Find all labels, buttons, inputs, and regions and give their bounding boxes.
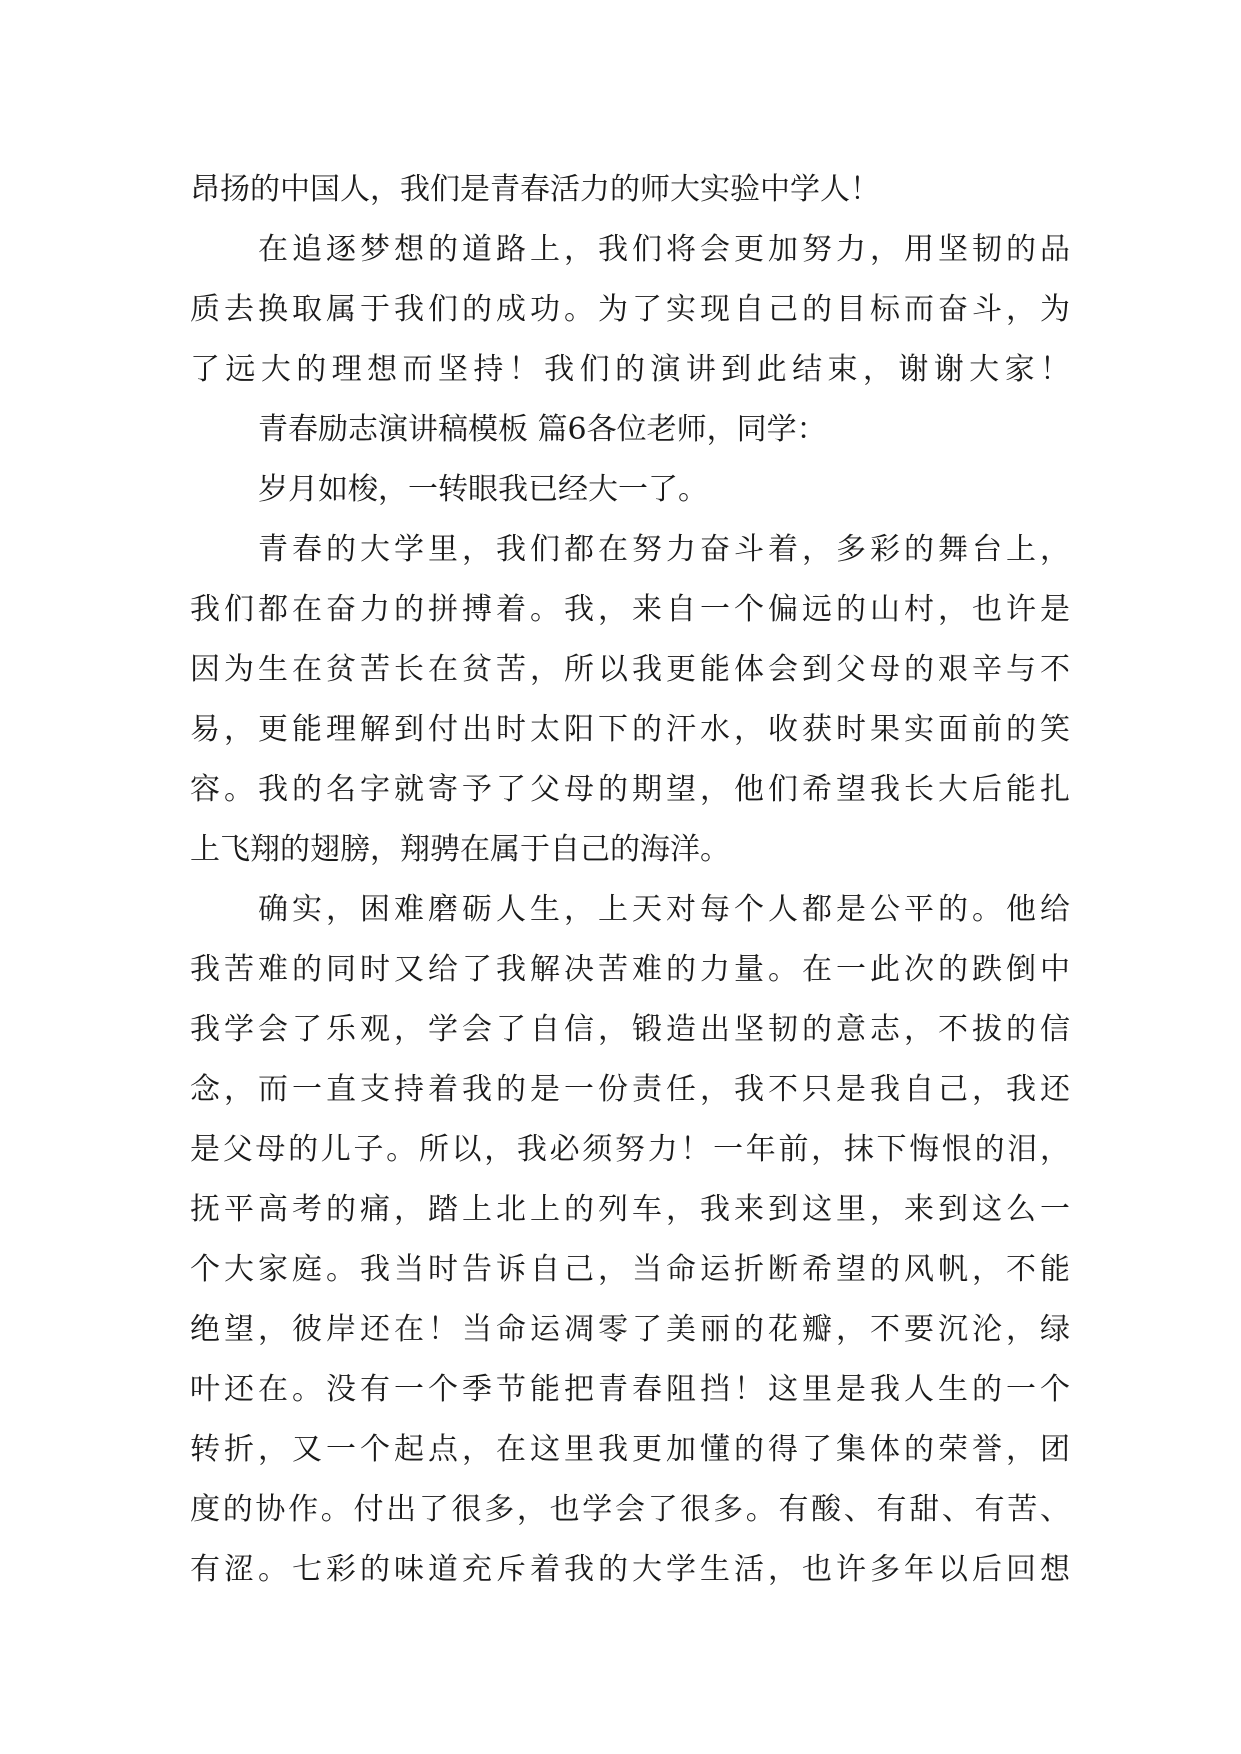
text-line: 我学会了乐观，学会了自信，锻造出坚韧的意志，不拔的信 xyxy=(190,1012,1070,1047)
text-line: 绝望，彼岸还在！当命运凋零了美丽的花瓣，不要沉沦，绿 xyxy=(190,1312,1070,1347)
text-line: 叶还在。没有一个季节能把青春阻挡！这里是我人生的一个 xyxy=(190,1372,1070,1407)
text-line: 转折，又一个起点，在这里我更加懂的得了集体的荣誉，团 xyxy=(190,1432,1070,1467)
text-line: 昂扬的中国人，我们是青春活力的师大实验中学人！ xyxy=(190,172,880,207)
text-line: 个大家庭。我当时告诉自己，当命运折断希望的风帆，不能 xyxy=(190,1252,1070,1287)
text-line: 易，更能理解到付出时太阳下的汗水，收获时果实面前的笑 xyxy=(190,712,1070,747)
text-line: 了远大的理想而坚持！我们的演讲到此结束，谢谢大家！ xyxy=(190,352,1070,387)
text-line: 有涩。七彩的味道充斥着我的大学生活，也许多年以后回想 xyxy=(190,1552,1070,1587)
text-line: 念，而一直支持着我的是一份责任，我不只是我自己，我还 xyxy=(190,1072,1070,1107)
document-body xyxy=(190,160,1070,1600)
text-line: 因为生在贫苦长在贫苦，所以我更能体会到父母的艰辛与不 xyxy=(190,652,1070,687)
text-line: 我们都在奋力的拼搏着。我，来自一个偏远的山村，也许是 xyxy=(190,592,1070,627)
text-line: 上飞翔的翅膀，翔骋在属于自己的海洋。 xyxy=(190,832,730,867)
text-line: 青春的大学里，我们都在努力奋斗着，多彩的舞台上， xyxy=(258,532,1070,567)
text-line: 是父母的儿子。所以，我必须努力！一年前，抹下悔恨的泪， xyxy=(190,1132,1070,1167)
text-line: 我苦难的同时又给了我解决苦难的力量。在一此次的跌倒中 xyxy=(190,952,1070,987)
text-line: 岁月如梭，一转眼我已经大一了。 xyxy=(258,472,708,507)
text-line: 青春励志演讲稿模板 篇6各位老师，同学： xyxy=(258,412,827,447)
text-line: 度的协作。付出了很多，也学会了很多。有酸、有甜、有苦、 xyxy=(190,1492,1070,1527)
text-line: 质去换取属于我们的成功。为了实现自己的目标而奋斗，为 xyxy=(190,292,1070,327)
text-line: 在追逐梦想的道路上，我们将会更加努力，用坚韧的品 xyxy=(258,232,1070,267)
text-line: 确实，困难磨砺人生，上天对每个人都是公平的。他给 xyxy=(258,892,1070,927)
text-line: 容。我的名字就寄予了父母的期望，他们希望我长大后能扎 xyxy=(190,772,1070,807)
text-line: 抚平高考的痛，踏上北上的列车，我来到这里，来到这么一 xyxy=(190,1192,1070,1227)
